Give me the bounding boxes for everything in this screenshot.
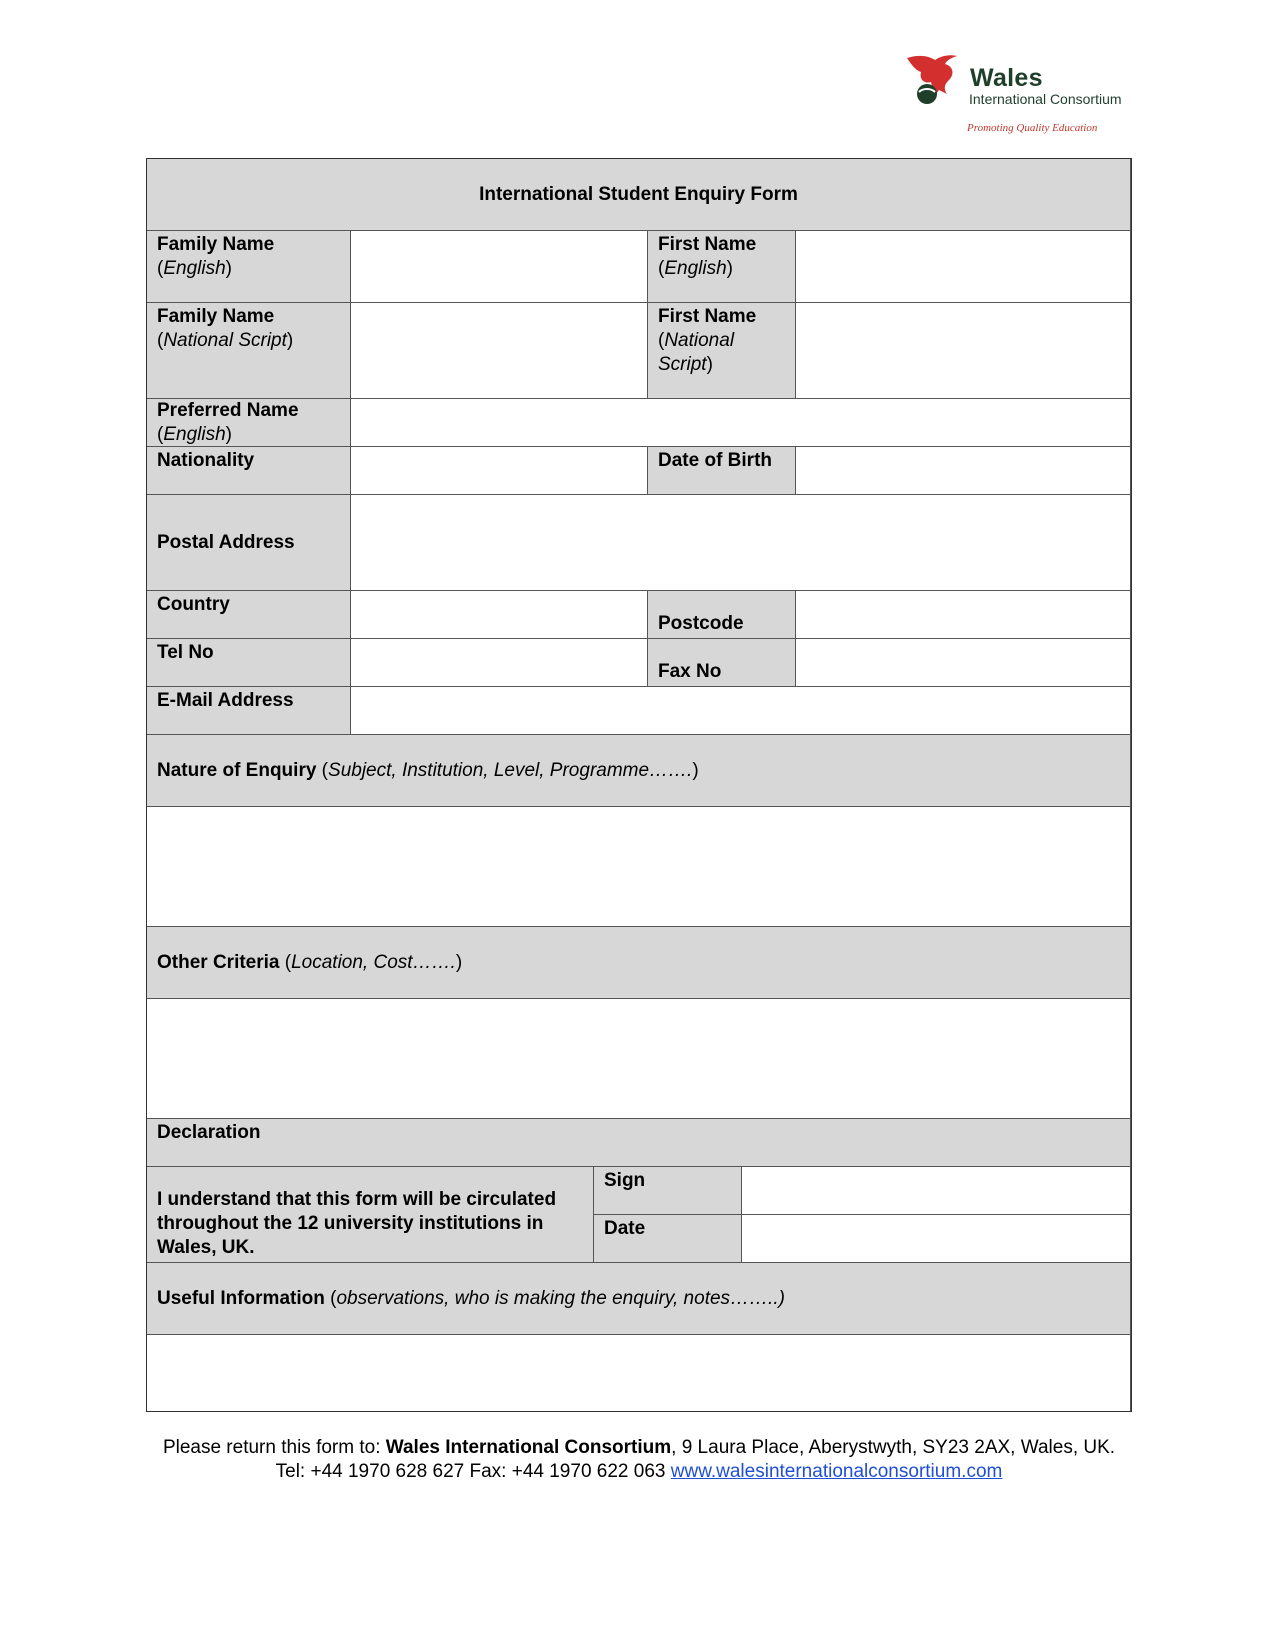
website-link[interactable]: www.walesinternationalconsortium.com (670, 1461, 1003, 1482)
nationality-field[interactable] (351, 447, 648, 495)
date-of-birth-label: Date of Birth (648, 447, 796, 495)
useful-information-header: Useful Information (observations, who is making the enquiry, notes……..) (147, 1263, 1131, 1335)
declaration-header: Declaration (147, 1119, 1131, 1167)
family-name-national-label: Family Name (National Script) (147, 303, 351, 399)
family-name-english-field[interactable] (351, 231, 648, 303)
email-field[interactable] (351, 687, 1131, 735)
tel-no-field[interactable] (351, 639, 648, 687)
other-criteria-header: Other Criteria (Location, Cost…….) (147, 927, 1131, 999)
logo-tagline: Promoting Quality Education (967, 122, 1098, 134)
logo-subtitle: International Consortium (969, 91, 1122, 107)
family-name-english-label: Family Name (English) (147, 231, 351, 303)
preferred-name-label: Preferred Name (English) (147, 399, 351, 447)
logo-name: Wales (970, 64, 1043, 92)
first-name-national-field[interactable] (796, 303, 1131, 399)
email-label: E-Mail Address (147, 687, 351, 735)
footer-org: Wales International Consortium (385, 1437, 672, 1458)
first-name-english-label: First Name (English) (648, 231, 796, 303)
dragon-icon (905, 52, 969, 114)
postcode-label: Postcode (648, 591, 796, 639)
date-field[interactable] (742, 1215, 1131, 1263)
sign-field[interactable] (742, 1167, 1131, 1215)
family-name-national-field[interactable] (351, 303, 648, 399)
other-criteria-field[interactable] (147, 999, 1131, 1119)
tel-no-label: Tel No (147, 639, 351, 687)
fax-no-label: Fax No (648, 639, 796, 687)
nature-of-enquiry-field[interactable] (147, 807, 1131, 927)
nationality-label: Nationality (147, 447, 351, 495)
declaration-text: I understand that this form will be circulated throughout the 12 university institutions in Wales, UK. (147, 1167, 594, 1263)
first-name-national-label: First Name (National Script) (648, 303, 796, 399)
sign-label: Sign (594, 1167, 742, 1215)
nature-of-enquiry-header: Nature of Enquiry (Subject, Institution, Level, Programme…….) (147, 735, 1131, 807)
return-instructions: Please return this form to: Wales International Consortium, 9 Laura Place, Aberystwyth, SY23 2AX, Wales, UK. Tel: +44 1970 628 627 Fax: +44 1970 622 063 www.walesinternationalconsortium.com (162, 1437, 1116, 1482)
date-of-birth-field[interactable] (796, 447, 1131, 495)
postcode-field[interactable] (796, 591, 1131, 639)
enquiry-form (146, 158, 1132, 1412)
preferred-name-field[interactable] (351, 399, 1131, 447)
date-label: Date (594, 1215, 742, 1263)
fax-no-field[interactable] (796, 639, 1131, 687)
consortium-logo (905, 52, 1135, 137)
useful-information-field[interactable] (147, 1335, 1131, 1411)
postal-address-field[interactable] (351, 495, 1131, 591)
country-field[interactable] (351, 591, 648, 639)
first-name-english-field[interactable] (796, 231, 1131, 303)
country-label: Country (147, 591, 351, 639)
form-title: International Student Enquiry Form (147, 159, 1131, 231)
postal-address-label: Postal Address (147, 495, 351, 591)
